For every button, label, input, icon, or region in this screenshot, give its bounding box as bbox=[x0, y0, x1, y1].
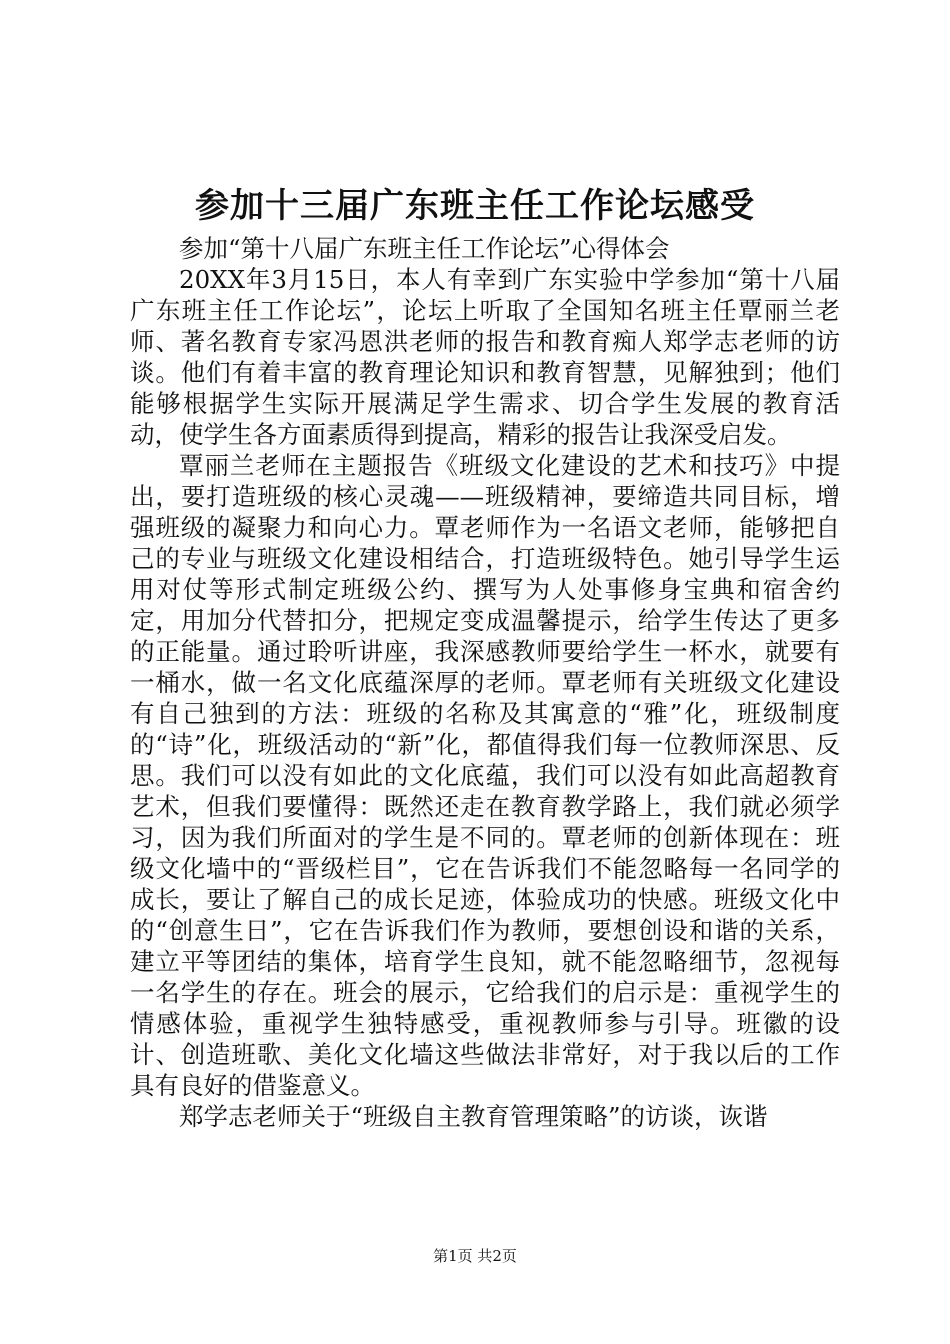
body-paragraph-3: 郑学志老师关于“班级自主教育管理策略”的访谈，诙谐 bbox=[179, 1102, 768, 1131]
page-footer: 第1页 共2页 bbox=[433, 1247, 517, 1265]
document-subtitle: 参加“第十八届广东班主任工作论坛”心得体会 bbox=[179, 234, 670, 263]
body-paragraph-2: 覃丽兰老师在主题报告《班级文化建设的艺术和技巧》中提出，要打造班级的核心灵魂——班级精神，要缔造共同目标，增强班级的凝聚力和向心力。覃老师作为一名语文老师，能够把自己的专业与班级文化建设相结合，打造班级特色。她引导学生运用对仗等形式制定班级公约、撰写为人处事修身宝典和宿舍约定，用加分代替扣分，把规定变成温馨提示，给学生传达了更多的正能量。通过聆听讲座，我深感教师要给学生一杯水，就要有一桶水，做一名文化底蕴深厚的老师。覃老师有关班级文化建设有自己独到的方法：班级的名称及其寓意的“雅”化，班级制度的“诗”化，班级活动的“新”化，都值得我们每一位教师深思、反思。我们可以没有如此的文化底蕴，我们可以没有如此高超教育艺术，但我们要懂得：既然还走在教育教学路上，我们就必须学习，因为我们所面对的学生是不同的。覃老师的创新体现在：班级文化墙中的“晋级栏目”，它在告诉我们不能忽略每一名同学的成长，要让了解自己的成长足迹，体验成功的快感。班级文化中的“创意生日”，它在告诉我们作为教师，要想创设和谐的关系，建立平等团结的集体，培育学生良知，就不能忽略细节，忽视每一名学生的存在。班会的展示，它给我们的启示是：重视学生的情感体验，重视学生独特感受，重视教师参与引导。班徽的设计、创造班歌、美化文化墙这些做法非常好，对于我以后的工作具有良好的借鉴意义。 bbox=[130, 451, 840, 1100]
body-paragraph-1: 20XX年3月15日，本人有幸到广东实验中学参加“第十八届广东班主任工作论坛”，论坛上听取了全国知名班主任覃丽兰老师、著名教育专家冯恩洪老师的报告和教育痴人郑学志老师的访谈。他们有着丰富的教育理论知识和教育智慧，见解独到；他们能够根据学生实际开展满足学生需求、切合学生发展的教育活动，使学生各方面素质得到提高，精彩的报告让我深受启发。 bbox=[130, 265, 840, 449]
document-body bbox=[130, 233, 840, 1132]
document-title: 参加十三届广东班主任工作论坛感受 bbox=[195, 186, 755, 226]
